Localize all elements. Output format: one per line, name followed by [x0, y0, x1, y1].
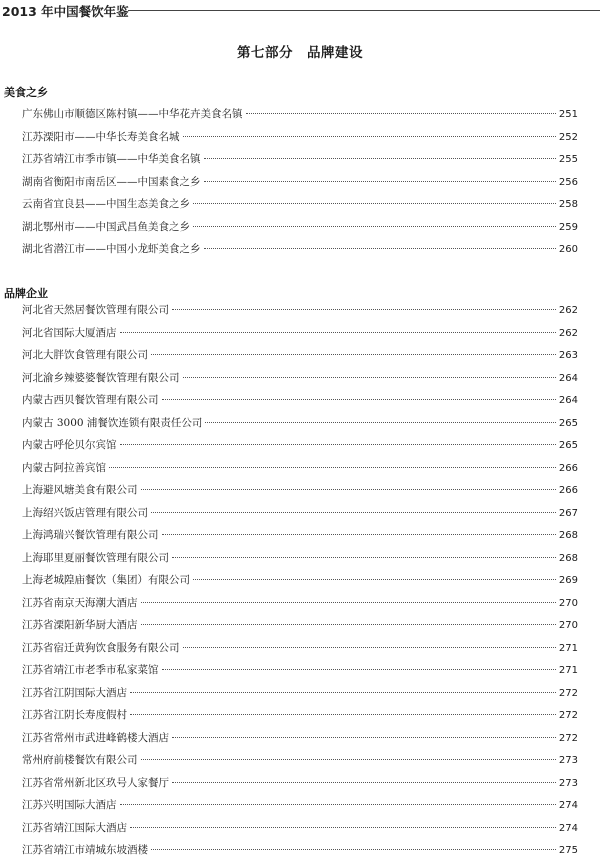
toc-entry-page-number: 262	[558, 327, 578, 339]
toc-entry-page-number: 269	[558, 575, 578, 586]
toc-entry-title: 上海绍兴饭店管理有限公司	[22, 506, 148, 519]
running-title: 2013 年中国餐饮年鉴	[2, 4, 129, 19]
toc-entry-page-number: 262	[558, 305, 578, 316]
toc-entry-title: 河北渝乡辣婆婆餐饮管理有限公司	[22, 371, 180, 384]
toc-entry[interactable]	[22, 126, 578, 149]
toc-entry-page-number: 252	[558, 131, 578, 143]
toc-entry-title: 湖南省衡阳市南岳区——中国素食之乡	[22, 175, 201, 188]
toc-entry[interactable]	[22, 772, 578, 795]
dot-leader	[141, 624, 556, 625]
dot-leader	[183, 136, 556, 137]
dot-leader	[141, 759, 556, 760]
dot-leader	[109, 467, 556, 468]
toc-entry-page-number: 265	[558, 440, 578, 451]
dot-leader	[193, 226, 556, 227]
toc-entry-page-number: 274	[558, 822, 578, 834]
dot-leader	[204, 181, 556, 182]
toc-entry-page-number: 271	[558, 665, 578, 676]
part-title: 第七部分 品牌建设	[237, 45, 363, 61]
toc-entry-page-number: 264	[558, 372, 578, 384]
toc-entry-title: 河北省国际大厦酒店	[22, 326, 117, 339]
toc-entry-title: 江苏省溧阳新华厨大酒店	[22, 619, 138, 631]
section-heading: 美食之乡	[4, 86, 48, 99]
dot-leader	[172, 309, 556, 310]
toc-entry-title: 河北大胖饮食管理有限公司	[22, 349, 148, 361]
dot-leader	[246, 113, 556, 114]
toc-entry[interactable]	[22, 592, 578, 615]
toc-entry-page-number: 255	[558, 154, 578, 165]
dot-leader	[204, 158, 556, 159]
toc-entry-page-number: 273	[558, 777, 578, 789]
section-heading: 品牌企业	[4, 287, 48, 300]
toc-entry-page-number: 273	[558, 755, 578, 766]
toc-entry-title: 常州府前楼餐饮有限公司	[22, 754, 138, 766]
toc-entry-page-number: 266	[558, 485, 578, 496]
toc-entry[interactable]	[22, 322, 578, 345]
toc-entry-page-number: 264	[558, 395, 578, 406]
dot-leader	[204, 248, 556, 249]
toc-entry[interactable]	[22, 502, 578, 525]
toc-entry[interactable]	[22, 389, 578, 412]
toc-entry-title: 江苏省靖江国际大酒店	[22, 821, 127, 834]
dot-leader	[162, 399, 556, 400]
dot-leader	[130, 714, 556, 715]
toc-entry-title: 内蒙古阿拉善宾馆	[22, 461, 106, 474]
dot-leader	[205, 422, 556, 423]
toc-entry[interactable]	[22, 344, 578, 367]
toc-entry-page-number: 260	[558, 244, 578, 255]
toc-entry[interactable]	[22, 569, 578, 592]
toc-entry-title: 广东佛山市顺德区陈村镇——中华花卉美食名镇	[22, 108, 243, 120]
dot-leader	[193, 203, 556, 204]
toc-entry-page-number: 272	[558, 687, 578, 699]
toc-entry-title: 江苏省靖江市老季市私家菜馆	[22, 664, 159, 676]
toc-entry[interactable]	[22, 547, 578, 570]
toc-entry[interactable]	[22, 367, 578, 390]
dot-leader	[120, 332, 556, 333]
running-header	[0, 0, 600, 22]
toc-entry-title: 上海避风塘美食有限公司	[22, 484, 138, 496]
toc-entry[interactable]	[22, 238, 578, 261]
dot-leader	[172, 737, 556, 738]
toc-entry[interactable]	[22, 216, 578, 239]
toc-entry[interactable]	[22, 479, 578, 502]
toc-entry-page-number: 266	[558, 462, 578, 474]
toc-entry-page-number: 271	[558, 642, 578, 654]
toc-entry-page-number: 268	[558, 552, 578, 564]
toc-entry-page-number: 259	[558, 221, 578, 233]
toc-entry[interactable]	[22, 434, 578, 457]
toc-entry-page-number: 263	[558, 350, 578, 361]
toc-entry-page-number: 272	[558, 710, 578, 721]
toc-entry-title: 江苏省江阴长寿度假村	[22, 709, 127, 721]
toc-entry[interactable]	[22, 193, 578, 216]
toc-entry-page-number: 272	[558, 732, 578, 744]
dot-leader	[130, 692, 556, 693]
dot-leader	[120, 804, 556, 805]
toc-entry-page-number: 268	[558, 530, 578, 541]
toc-entry[interactable]	[22, 659, 578, 682]
toc-entry[interactable]	[22, 794, 578, 817]
toc-entry[interactable]	[22, 637, 578, 660]
toc-entry-page-number: 251	[558, 109, 578, 120]
toc-entry-title: 江苏省常州市武进峰鹤楼大酒店	[22, 731, 169, 744]
toc-entry[interactable]	[22, 524, 578, 547]
dot-leader	[183, 377, 556, 378]
dot-leader	[162, 534, 556, 535]
toc-entry-title: 内蒙古 3000 浦餐饮连锁有限责任公司	[22, 416, 203, 429]
toc-entry-title: 江苏省南京天海潮大酒店	[22, 596, 138, 609]
dot-leader	[183, 647, 556, 648]
toc-entry-page-number: 265	[558, 417, 578, 429]
toc-entry[interactable]	[22, 299, 578, 322]
dot-leader	[193, 579, 556, 580]
dot-leader	[141, 489, 556, 490]
toc-entry-page-number: 275	[558, 845, 578, 856]
toc-entry-title: 云南省宜良县——中国生态美食之乡	[22, 198, 190, 210]
toc-entry[interactable]	[22, 103, 578, 126]
toc-entry[interactable]	[22, 457, 578, 480]
toc-entry-title: 江苏省宿迁黄狗饮食服务有限公司	[22, 641, 180, 654]
dot-leader	[141, 602, 556, 603]
toc-entry-title: 江苏兴明国际大酒店	[22, 799, 117, 811]
toc-entry[interactable]	[22, 412, 578, 435]
header-rule	[128, 10, 600, 11]
dot-leader	[151, 354, 556, 355]
toc-entry-page-number: 267	[558, 507, 578, 519]
toc-entry-title: 江苏省靖江市靖城东坡酒楼	[22, 844, 148, 856]
toc-entry-title: 江苏省常州新北区玖号人家餐厅	[22, 776, 169, 789]
toc-entry-page-number: 274	[558, 800, 578, 811]
toc-entry[interactable]	[22, 727, 578, 750]
toc-entry-title: 内蒙古呼伦贝尔宾馆	[22, 439, 117, 451]
toc-entry-title: 江苏省江阴国际大酒店	[22, 686, 127, 699]
toc-entry-title: 上海耶里夏丽餐饮管理有限公司	[22, 551, 169, 564]
toc-entry[interactable]	[22, 704, 578, 727]
toc-entry-title: 内蒙古西贝餐饮管理有限公司	[22, 394, 159, 406]
toc-entry[interactable]	[22, 817, 578, 840]
toc-list	[22, 103, 578, 261]
dot-leader	[130, 827, 556, 828]
toc-entry[interactable]	[22, 171, 578, 194]
toc-entry-title: 湖北省潜江市——中国小龙虾美食之乡	[22, 243, 201, 255]
toc-entry[interactable]	[22, 749, 578, 772]
toc-entry-page-number: 270	[558, 597, 578, 609]
toc-entry-page-number: 256	[558, 176, 578, 188]
toc-entry[interactable]	[22, 682, 578, 705]
toc-entry-page-number: 270	[558, 620, 578, 631]
dot-leader	[162, 669, 556, 670]
dot-leader	[120, 444, 556, 445]
toc-entry-title: 上海鸿瑞兴餐饮管理有限公司	[22, 529, 159, 541]
toc-entry[interactable]	[22, 839, 578, 862]
toc-entry[interactable]	[22, 614, 578, 637]
dot-leader	[151, 849, 556, 850]
toc-entry-title: 河北省天然居餐饮管理有限公司	[22, 304, 169, 316]
dot-leader	[172, 557, 556, 558]
toc-list	[22, 299, 578, 862]
dot-leader	[151, 512, 556, 513]
toc-entry[interactable]	[22, 148, 578, 171]
toc-entry-page-number: 258	[558, 199, 578, 210]
toc-entry-title: 湖北鄂州市——中国武昌鱼美食之乡	[22, 220, 190, 233]
toc-entry-title: 江苏溧阳市——中华长寿美食名城	[22, 130, 180, 143]
toc-entry-title: 上海老城隍庙餐饮（集团）有限公司	[22, 574, 190, 586]
dot-leader	[172, 782, 556, 783]
toc-entry-title: 江苏省靖江市季市镇——中华美食名镇	[22, 153, 201, 165]
